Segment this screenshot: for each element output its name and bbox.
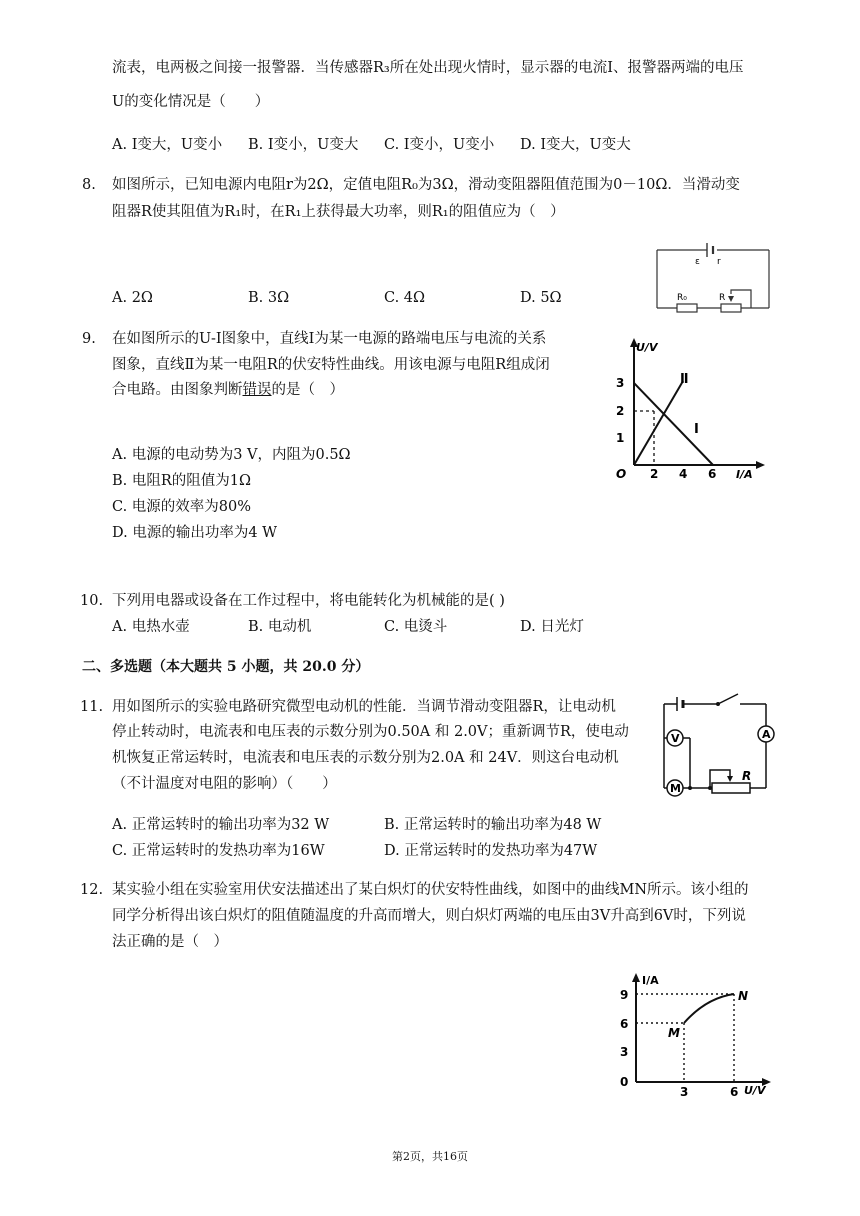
q8-option-c[interactable]: C. 4Ω: [384, 290, 426, 306]
q8-circuit-figure: [655, 240, 773, 316]
q9-option-c[interactable]: C. 电源的效率为80%: [112, 499, 252, 515]
q11-stem-line2: 停止转动时，电流表和电压表的示数分别为0.50A 和 2.0V；重新调节R，使电动: [112, 724, 629, 740]
q12-stem-line1: 某实验小组在实验室用伏安法描述出了某白炽灯的伏安特性曲线，如图中的曲线MN所示。该小组的: [112, 882, 749, 898]
q11-voltmeter-label: V: [671, 732, 680, 745]
q11-option-b[interactable]: B. 正常运转时的输出功率为48 W: [384, 817, 602, 833]
q11-circuit-figure: [650, 692, 782, 802]
q11-option-d[interactable]: D. 正常运转时的发热功率为47W: [384, 843, 598, 859]
q12-xtick-3: 3: [680, 1085, 689, 1099]
q9-xtick-6: 6: [708, 467, 717, 480]
q12-ytick-0: 0: [620, 1075, 629, 1089]
q11-rheostat-label: R: [742, 769, 752, 783]
q9-stem-line2: 图象，直线Ⅱ为某一电阻R的伏安特性曲线。用该电源与电阻R组成闭: [112, 357, 550, 373]
q11-option-c[interactable]: C. 正常运转时的发热功率为16W: [112, 843, 325, 859]
page-footer: 第2页，共16页: [392, 1150, 468, 1163]
q12-stem-line2: 同学分析得出该白炽灯的阻值随温度的升高而增大，则白炽灯两端的电压由3V升高到6V时，下列说: [112, 908, 746, 924]
q10-option-a[interactable]: A. 电热水壶: [112, 619, 190, 635]
q8-emf-label: ε: [695, 257, 700, 267]
q9-xtick-2: 2: [650, 467, 659, 480]
q12-ytick-6: 6: [620, 1017, 629, 1031]
q12-stem-line3: 法正确的是（ ）: [112, 934, 228, 950]
q7-option-c[interactable]: C. I变小，U变小: [384, 137, 495, 153]
q8-option-d[interactable]: D. 5Ω: [520, 290, 562, 306]
q7-stem-line2: U的变化情况是（ ）: [112, 94, 270, 110]
q9-line2-label: Ⅱ: [680, 372, 689, 387]
q9-ytick-3: 3: [616, 376, 625, 390]
q8-stem-line1: 如图所示，已知电源内电阻r为2Ω，定值电阻R₀为3Ω，滑动变阻器阻值范围为0－10Ω．当滑动变: [112, 177, 740, 193]
q9-ytick-1: 1: [616, 431, 625, 445]
q9-stem-line3: 合电路。由图象判断错误的是（ ）: [112, 382, 344, 398]
q10-number: 10.: [80, 593, 104, 609]
q9-option-b[interactable]: B. 电阻R的阻值为1Ω: [112, 473, 252, 489]
q12-xtick-6: 6: [730, 1085, 739, 1099]
q11-number: 11.: [80, 699, 104, 715]
q9-ui-graph: [610, 335, 765, 480]
q12-xlabel: U/V: [744, 1084, 766, 1097]
q9-option-d[interactable]: D. 电源的输出功率为4 W: [112, 525, 278, 541]
q9-origin: O: [616, 467, 627, 480]
q8-r-label: r: [717, 257, 721, 267]
q11-ammeter-label: A: [762, 728, 771, 741]
q12-n-label: N: [738, 989, 749, 1003]
q7-option-d[interactable]: D. I变大，U变大: [520, 137, 631, 153]
q9-number: 9.: [82, 331, 96, 347]
q9-option-a[interactable]: A. 电源的电动势为3 V，内阻为0.5Ω: [112, 447, 351, 463]
q8-rvar-label: R: [719, 293, 726, 303]
q8-option-b[interactable]: B. 3Ω: [248, 290, 290, 306]
q9-xlabel: I/A: [736, 468, 753, 480]
q11-stem-line1: 用如图所示的实验电路研究微型电动机的性能．当调节滑动变阻器R，让电动机: [112, 699, 616, 715]
q11-option-a[interactable]: A. 正常运转时的输出功率为32 W: [112, 817, 330, 833]
q11-motor-label: M: [670, 782, 681, 795]
q10-stem: 下列用电器或设备在工作过程中，将电能转化为机械能的是( ): [112, 593, 505, 609]
q8-number: 8.: [82, 177, 96, 193]
q12-number: 12.: [80, 882, 104, 898]
q12-ylabel: I/A: [642, 974, 659, 987]
q11-stem-line3: 机恢复正常运转时，电流表和电压表的示数分别为2.0A 和 24V．则这台电动机: [112, 750, 619, 766]
q7-option-a[interactable]: A. I变大，U变小: [112, 137, 223, 153]
q9-xtick-4: 4: [679, 467, 688, 480]
q7-option-b[interactable]: B. I变小，U变大: [248, 137, 359, 153]
q9-ylabel: U/V: [636, 341, 658, 354]
q10-option-c[interactable]: C. 电烫斗: [384, 619, 448, 635]
q10-option-b[interactable]: B. 电动机: [248, 619, 312, 635]
q7-stem-line1: 流表，电两极之间接一报警器．当传感器R₃所在处出现火情时，显示器的电流I、报警器两端的电压: [112, 60, 744, 76]
q12-m-label: M: [668, 1026, 680, 1040]
q12-iu-graph: [616, 970, 776, 1100]
q8-option-a[interactable]: A. 2Ω: [112, 290, 153, 306]
q12-ytick-3: 3: [620, 1045, 629, 1059]
q12-ytick-9: 9: [620, 988, 629, 1002]
q9-underline-word: 错误: [242, 382, 272, 398]
q9-ytick-2: 2: [616, 404, 625, 418]
q9-line1-label: Ⅰ: [694, 422, 699, 437]
q8-r0-label: R₀: [677, 293, 687, 303]
q9-stem-line1: 在如图所示的U-I图象中，直线Ⅰ为某一电源的路端电压与电流的关系: [112, 331, 547, 347]
section-multi-choice-title: 二、多选题（本大题共 5 小题，共 20.0 分）: [82, 659, 370, 675]
q11-stem-line4: （不计温度对电阻的影响）（ ）: [112, 776, 337, 792]
q8-stem-line2: 阻器R使其阻值为R₁时，在R₁上获得最大功率，则R₁的阻值应为（ ）: [112, 204, 565, 220]
q10-option-d[interactable]: D. 日光灯: [520, 619, 584, 635]
